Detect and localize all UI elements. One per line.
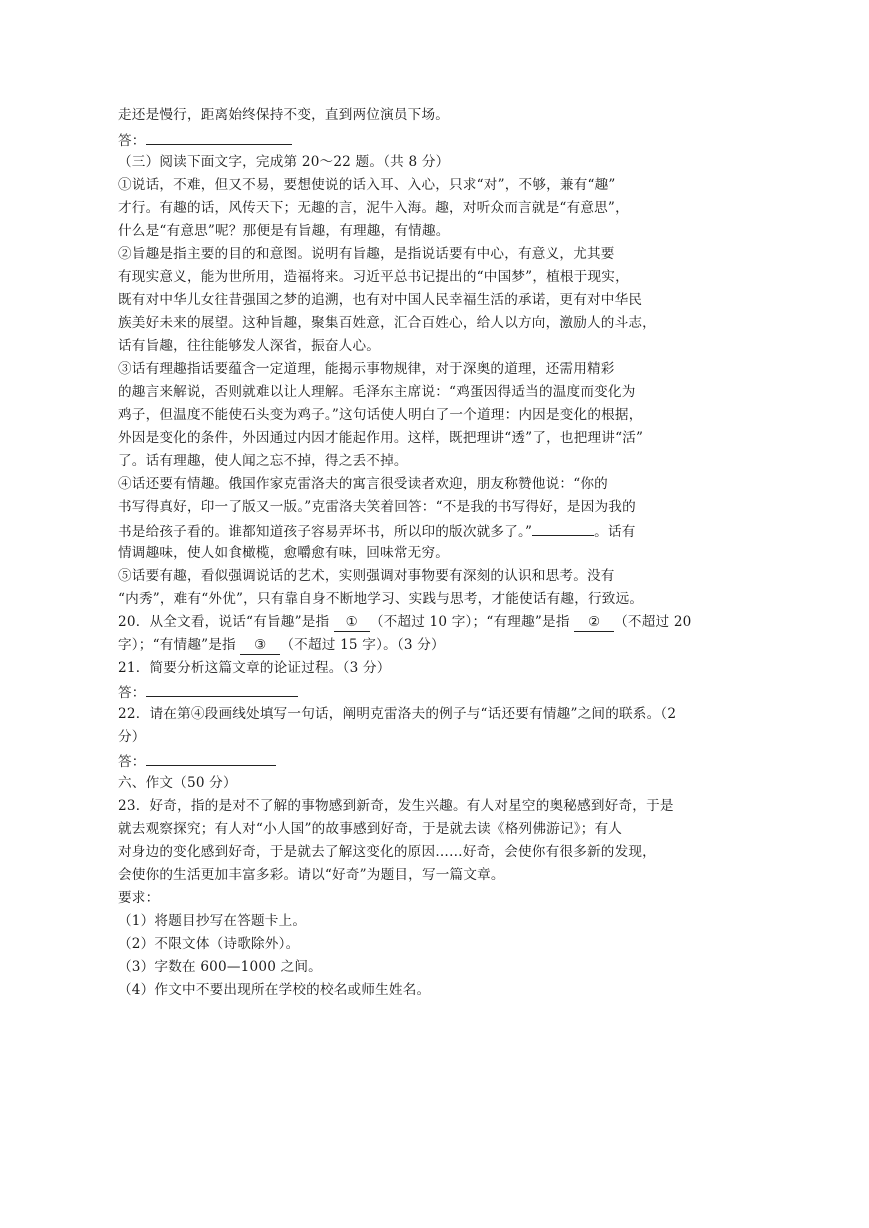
text-line: ①说话，不难，但又不易，要想使说的话入耳、入心，只求“对”，不够，兼有“趣” — [118, 177, 616, 193]
text-line: 族美好未来的展望。这种旨趣，聚集百姓意，汇合百姓心，给人以方向，激励人的斗志， — [118, 315, 656, 331]
requirements-label: 要求： — [118, 890, 160, 906]
section-heading: （三）阅读下面文字，完成第 20～22 题。（共 8 分） — [118, 154, 450, 170]
requirement-item: （1）将题目抄写在答题卡上。 — [118, 913, 307, 929]
text-segment: （不超过 20 — [614, 614, 692, 630]
question-20-cont — [118, 636, 445, 655]
answer-blank[interactable] — [146, 751, 276, 766]
answer-line-1 — [118, 130, 292, 150]
fill-in-blank[interactable] — [532, 521, 594, 536]
question-21: 21．简要分析这篇文章的论证过程。（3 分） — [118, 660, 391, 676]
text-line: ④话还要有情趣。俄国作家克雷洛夫的寓言很受读者欢迎，朋友称赞他说：“你的 — [118, 476, 608, 492]
text-segment: 。话有 — [594, 524, 636, 540]
question-22: 22．请在第④段画线处填写一句话，阐明克雷洛夫的例子与“话还要有情趣”之间的联系。（2 — [118, 706, 677, 722]
text-line: 什么是“有意思”呢？那便是有旨趣，有理趣，有情趣。 — [118, 223, 450, 239]
text-line: 外因是变化的条件，外因通过内因才能起作用。这样，既把理讲“透”了，也把理讲“活” — [118, 430, 644, 446]
question-20 — [118, 613, 692, 632]
text-segment: 书是给孩子看的。谁都知道孩子容易弄坏书，所以印的版次就多了。” — [118, 524, 533, 540]
text-line: 鸡子，但温度不能使石头变为鸡子。”这句话使人明白了一个道理：内因是变化的根据， — [118, 407, 643, 423]
text-line: 话有旨趣，往往能够发人深省，振奋人心。 — [118, 338, 381, 354]
text-line: 情调趣味，使人如食橄榄，愈嚼愈有味，回味常无穷。 — [118, 545, 450, 561]
blank-3[interactable]: ③ — [240, 636, 280, 655]
requirement-item: （4）作文中不要出现所在学校的校名或师生姓名。 — [118, 982, 431, 998]
text-line: 就去观察探究；有人对“小人国”的故事感到好奇，于是就去读《格列佛游记》；有人 — [118, 821, 623, 837]
text-line: ⑤话要有趣，看似强调说话的艺术，实则强调对事物要有深刻的认识和思考。没有 — [118, 568, 615, 584]
text-line: 才行。有趣的话，风传天下；无趣的言，泥牛入海。趣，对听众而言就是“有意思”， — [118, 200, 629, 216]
answer-blank[interactable] — [146, 682, 298, 697]
requirement-item: （2）不限文体（诗歌除外）。 — [118, 936, 300, 952]
answer-label: 答： — [118, 685, 146, 701]
answer-line-21 — [118, 682, 298, 702]
text-segment: 20．从全文看，说话“有旨趣”是指 — [118, 614, 334, 630]
section-heading: 六、作文（50 分） — [118, 775, 237, 791]
text-line-with-blank — [118, 521, 636, 541]
text-line: ③话有理趣指话要蕴含一定道理，能揭示事物规律，对于深奥的道理，还需用精彩 — [118, 361, 615, 377]
text-line: 23．好奇，指的是对不了解的事物感到新奇，发生兴趣。有人对星空的奥秘感到好奇，于是 — [118, 798, 674, 814]
answer-line-22 — [118, 751, 276, 771]
text-line: 走还是慢行，距离始终保持不变，直到两位演员下场。 — [118, 107, 450, 123]
text-line: 既有对中华儿女往昔强国之梦的追溯，也有对中国人民幸福生活的承诺，更有对中华民 — [118, 292, 643, 308]
text-line: 有现实意义，能为世所用，造福将来。习近平总书记提出的“中国梦”，植根于现实， — [118, 269, 629, 285]
text-line: ②旨趣是指主要的目的和意图。说明有旨趣，是指说话要有中心，有意义，尤其要 — [118, 246, 615, 262]
text-segment: 字）；“有情趣”是指 — [118, 637, 241, 653]
text-line: 书写得真好，印一了版又一版。”克雷洛夫笑着回答：“不是我的书写得好，是因为我的 — [118, 499, 636, 515]
text-line: 对身边的变化感到好奇，于是就去了解这变化的原因……好奇，会使你有很多新的发现， — [118, 844, 656, 860]
blank-2[interactable]: ② — [574, 613, 614, 632]
text-line: “内秀”，难有“外优”，只有靠自身不断地学习、实践与思考，才能使话有趣，行致远。 — [118, 591, 644, 607]
requirement-item: （3）字数在 600—1000 之间。 — [118, 959, 322, 975]
text-line: 的趣言来解说，否则就难以让人理解。毛泽东主席说：“鸡蛋因得适当的温度而变化为 — [118, 384, 636, 400]
text-line: 了。话有理趣，使人闻之忘不掉，得之丢不掉。 — [118, 453, 408, 469]
answer-label: 答： — [118, 133, 146, 149]
answer-label: 答： — [118, 754, 146, 770]
answer-blank[interactable] — [146, 130, 292, 145]
text-segment: （不超过 10 字）；“有理趣”是指 — [369, 614, 575, 630]
text-line: 会使你的生活更加丰富多彩。请以“好奇”为题目，写一篇文章。 — [118, 867, 505, 883]
text-line: 分） — [118, 729, 146, 745]
blank-1[interactable]: ① — [334, 613, 370, 632]
text-segment: （不超过 15 字）。（3 分） — [280, 637, 445, 653]
